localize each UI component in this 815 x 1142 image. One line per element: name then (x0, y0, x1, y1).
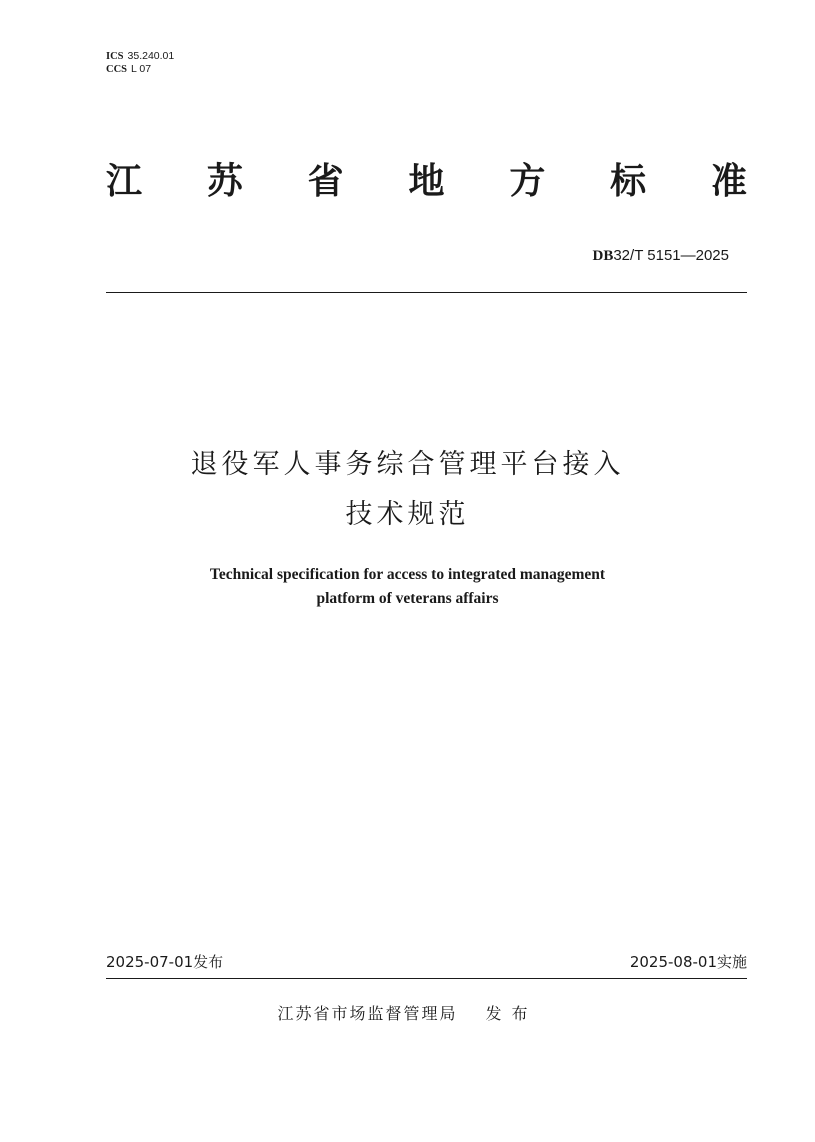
standard-number-rest: 32/T 5151—2025 (613, 247, 729, 264)
classification-codes (106, 50, 174, 76)
standard-type-char: 省 (307, 161, 344, 202)
ccs-label: CCS (106, 64, 128, 75)
english-title-line-1: Technical specification for access to integrated management (209, 566, 606, 583)
english-title (0, 563, 815, 611)
ccs-value: L 07 (131, 63, 152, 75)
issuing-authority (0, 1001, 815, 1024)
standard-type-char: 准 (710, 161, 747, 202)
standard-type-char: 苏 (206, 161, 243, 202)
chinese-title-line-1: 退役军人事务综合管理平台接入 (190, 449, 625, 480)
ccs-code (106, 63, 174, 76)
standard-type-char: 标 (610, 161, 647, 202)
ics-value: 35.240.01 (127, 50, 175, 62)
issuer-action: 发布 (485, 1004, 538, 1023)
issuer-org: 江苏省市场监督管理局 (277, 1004, 458, 1023)
standard-number-prefix: DB (592, 248, 614, 264)
standard-type-char: 江 (106, 161, 143, 202)
footer-divider (106, 978, 747, 979)
chinese-title-line-2: 技术规范 (345, 499, 470, 530)
standard-type-char: 方 (509, 161, 546, 202)
english-title-line-2: platform of veterans affairs (316, 590, 499, 607)
standard-type-char: 地 (408, 161, 445, 202)
chinese-title (0, 440, 815, 540)
header-divider (106, 292, 747, 293)
standard-type-heading (106, 158, 747, 206)
ics-label: ICS (106, 51, 124, 62)
publish-date: 2025-07-01发布 (106, 953, 224, 971)
ics-code (106, 50, 174, 63)
implement-date: 2025-08-01实施 (629, 953, 747, 971)
standard-number (593, 247, 730, 265)
